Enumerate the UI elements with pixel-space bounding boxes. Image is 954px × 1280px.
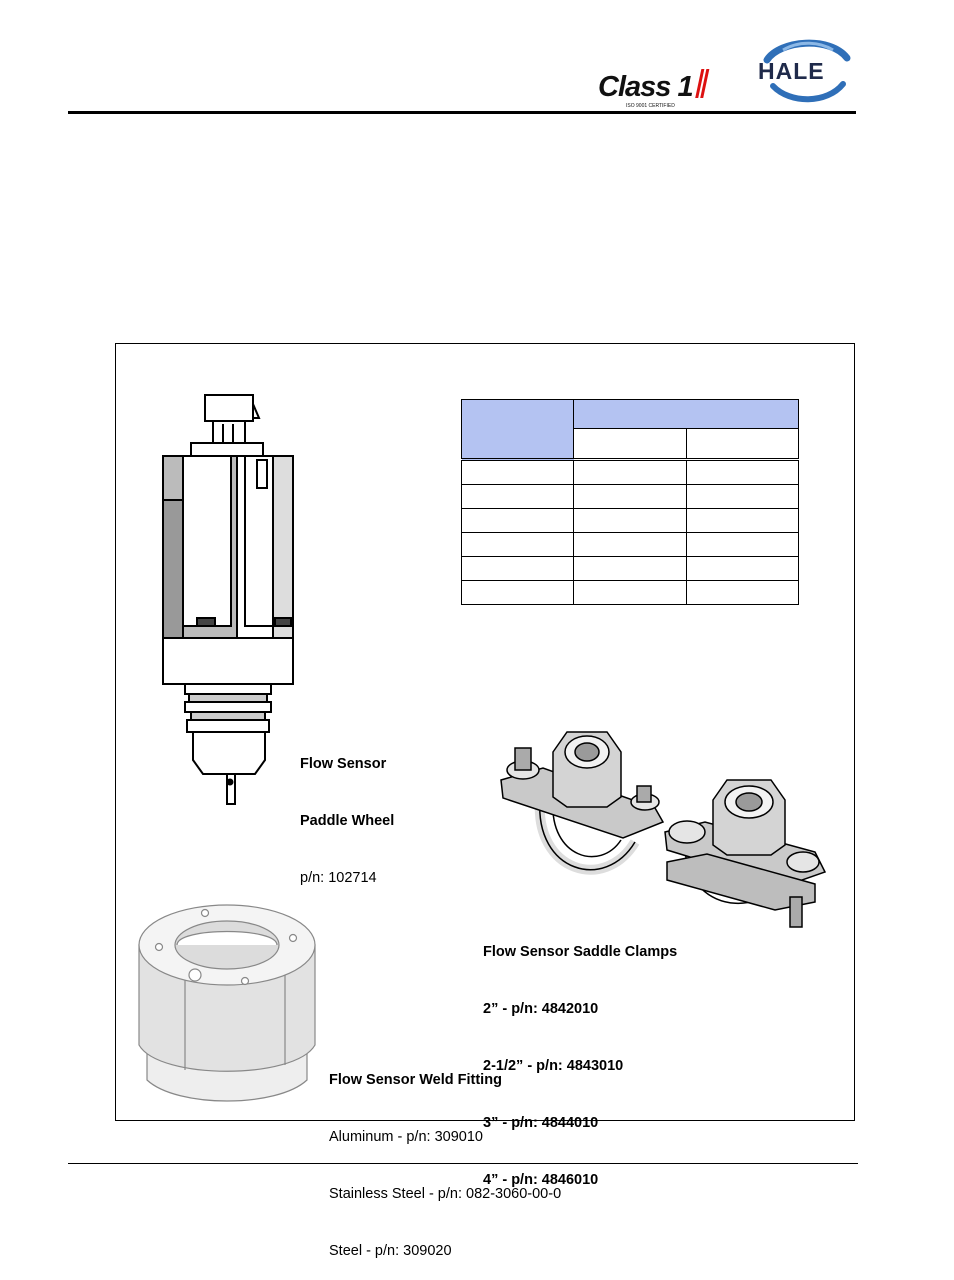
weld-fitting-caption	[329, 1033, 561, 1280]
spec-table-subheader	[574, 429, 687, 460]
header-rule	[68, 111, 856, 114]
weld-fitting-steel: Steel - p/n: 309020	[329, 1243, 452, 1259]
table-row	[462, 460, 799, 485]
class1-logo	[596, 66, 718, 112]
paddle-wheel-part-number: p/n: 102714	[300, 870, 377, 886]
spec-table-group-header	[574, 400, 799, 429]
spec-table-subheader	[687, 429, 799, 460]
class1-logo-wordmark: Class 1	[598, 71, 693, 103]
spec-table-corner-header	[462, 400, 574, 460]
spec-table	[461, 399, 799, 605]
table-row	[462, 581, 799, 605]
weld-fitting-title: Flow Sensor Weld Fitting	[329, 1072, 502, 1088]
saddle-clamps-title: Flow Sensor Saddle Clamps	[483, 944, 678, 960]
weld-fitting-stainless: Stainless Steel - p/n: 082-3060-00-0	[329, 1186, 562, 1202]
weld-fitting-illustration	[135, 895, 320, 1110]
saddle-clamp-part-3in: 3” - p/n: 4844010	[483, 1115, 599, 1131]
saddle-clamp-part-2-5in: 2-1/2” - p/n: 4843010	[483, 1058, 624, 1074]
footer-rule	[68, 1163, 858, 1164]
paddle-wheel-sensor-illustration	[155, 390, 305, 815]
table-row	[462, 509, 799, 533]
saddle-clamp-part-4in: 4” - p/n: 4846010	[483, 1172, 599, 1188]
class1-logo-tagline: ISO 9001 CERTIFIED	[626, 103, 675, 109]
saddle-clamp-part-2in: 2” - p/n: 4842010	[483, 1001, 599, 1017]
paddle-wheel-caption	[300, 717, 394, 907]
table-row	[462, 533, 799, 557]
paddle-wheel-title-line1: Flow Sensor	[300, 756, 387, 772]
paddle-wheel-title-line2: Paddle Wheel	[300, 813, 395, 829]
weld-fitting-aluminum: Aluminum - p/n: 309010	[329, 1129, 483, 1145]
table-row	[462, 485, 799, 509]
table-row	[462, 557, 799, 581]
hale-logo	[755, 38, 855, 106]
hale-logo-wordmark: HALE	[758, 58, 825, 84]
